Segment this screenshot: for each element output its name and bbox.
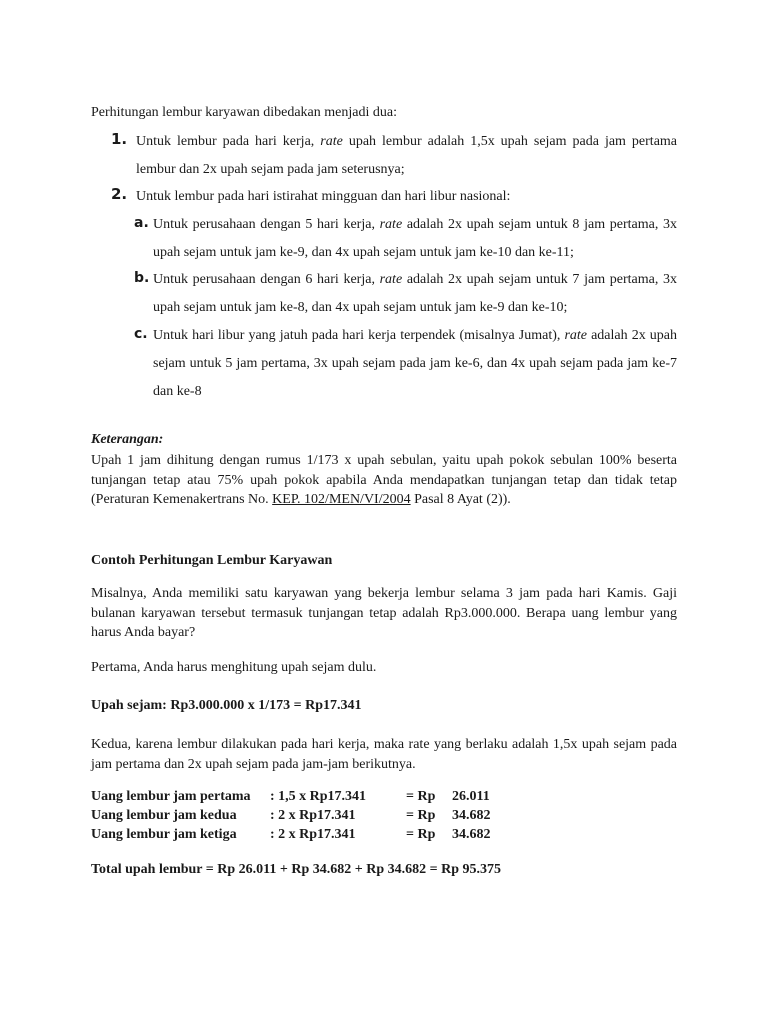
sub-list-item-text: Untuk perusahaan dengan 5 hari kerja, rate adalah 2x upah sejam untuk 8 jam pertama, 3x upah sejam untuk jam ke-9, dan 4x upah sejam untuk jam ke-10 dan ke-11;: [153, 217, 677, 260]
row-equals: = Rp: [406, 827, 436, 842]
section-heading: Contoh Perhitungan Lembur Karyawan: [91, 553, 333, 568]
list-marker: 1.: [111, 130, 128, 148]
sub-list-item: [134, 266, 677, 322]
row-equals: = Rp: [406, 808, 436, 823]
row-value: 26.011: [452, 789, 490, 804]
row-label: Uang lembur jam pertama: [91, 789, 251, 804]
row-formula: : 2 x Rp17.341: [270, 808, 356, 823]
sub-list-marker: b.: [134, 270, 150, 286]
table-row: [91, 827, 491, 846]
keterangan-heading: Keterangan:: [91, 432, 164, 447]
sub-list-marker: a.: [134, 215, 149, 231]
overtime-calculation-table: [91, 789, 491, 846]
list-marker: 2.: [111, 185, 128, 203]
row-label: Uang lembur jam kedua: [91, 808, 237, 823]
list-item: [111, 183, 677, 211]
list-item-text: Untuk lembur pada hari istirahat mingguan dan hari libur nasional:: [136, 189, 511, 204]
step-two-text: Kedua, karena lembur dilakukan pada hari kerja, maka rate yang berlaku adalah 1,5x upah sejam pada jam pertama dan 2x upah sejam pada jam-jam berikutnya.: [91, 737, 677, 772]
keterangan-text: Upah 1 jam dihitung dengan rumus 1/173 x upah sebulan, yaitu upah pokok sebulan 100% beserta tunjangan tetap atau 75% upah pokok apabila Anda mendapatkan tunjangan tetap dan tidak tetap (Peraturan Kemenakertrans No. KEP. 102/MEN/VI/2004 Pasal 8 Ayat (2)).: [91, 453, 677, 507]
example-paragraph: Misalnya, Anda memiliki satu karyawan yang bekerja lembur selama 3 jam pada hari Kamis. Gaji bulanan karyawan tersebut termasuk tunjangan tetap adalah Rp3.000.000. Berapa uang lembur yang harus Anda bayar?: [91, 586, 677, 640]
row-value: 34.682: [452, 808, 491, 823]
intro-text: Perhitungan lembur karyawan dibedakan menjadi dua:: [91, 105, 397, 120]
regulation-link[interactable]: KEP. 102/MEN/VI/2004: [272, 492, 411, 507]
row-label: Uang lembur jam ketiga: [91, 827, 237, 842]
step-one-text: Pertama, Anda harus menghitung upah sejam dulu.: [91, 660, 377, 675]
sub-list-item-text: Untuk perusahaan dengan 6 hari kerja, rate adalah 2x upah sejam untuk 7 jam pertama, 3x upah sejam untuk jam ke-8, dan 4x upah sejam untuk jam ke-9 dan ke-10;: [153, 272, 677, 315]
total-overtime: Total upah lembur = Rp 26.011 + Rp 34.682 + Rp 34.682 = Rp 95.375: [91, 862, 501, 877]
sub-list-item-text: Untuk hari libur yang jatuh pada hari kerja terpendek (misalnya Jumat), rate adalah 2x upah sejam untuk 5 jam pertama, 3x upah sejam pada jam ke-6, dan 4x upah sejam pada jam ke-7 dan ke-8: [153, 328, 677, 399]
row-formula: : 1,5 x Rp17.341: [270, 789, 367, 804]
list-item-text: Untuk lembur pada hari kerja, rate upah lembur adalah 1,5x upah sejam pada jam pertama lembur dan 2x upah sejam pada jam seterusnya;: [136, 134, 678, 177]
table-row: [91, 808, 491, 827]
row-equals: = Rp: [406, 789, 436, 804]
list-item: [111, 128, 677, 184]
hourly-wage-formula: Upah sejam: Rp3.000.000 x 1/173 = Rp17.341: [91, 698, 362, 713]
sub-list-item: [134, 211, 677, 267]
row-value: 34.682: [452, 827, 491, 842]
sub-list-marker: c.: [134, 326, 148, 342]
row-formula: : 2 x Rp17.341: [270, 827, 356, 842]
sub-list-item: [134, 322, 677, 406]
table-row: [91, 789, 491, 808]
